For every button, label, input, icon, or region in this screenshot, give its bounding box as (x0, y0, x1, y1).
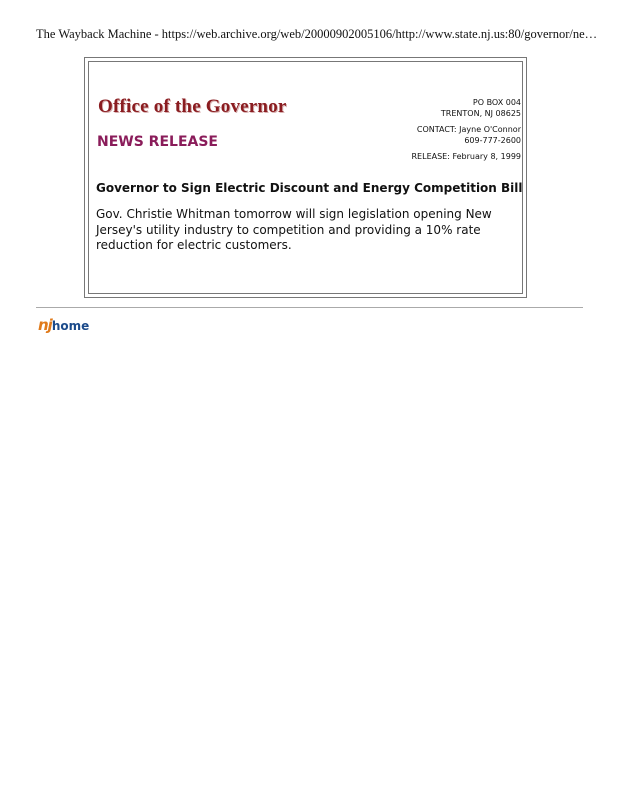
nj-home-link[interactable] (38, 316, 89, 334)
address-line-2: TRENTON, NJ 08625 (440, 108, 521, 118)
news-release-box (84, 57, 527, 298)
contact-name: CONTACT: Jayne O'Connor (416, 125, 521, 134)
home-link-text: home (51, 319, 90, 333)
address-line-1: PO BOX 004 (472, 98, 521, 107)
release-headline: Governor to Sign Electric Discount and Energy Competition Bill (96, 181, 523, 195)
release-summary: Gov. Christie Whitman tomorrow will sign legislation opening New Jersey's utility industry to competition and providing a 10% rate reduction for electric customers. (96, 207, 492, 252)
release-date: RELEASE: February 8, 1999 (411, 152, 521, 161)
contact-block (412, 98, 522, 163)
nj-logo-text: nj (38, 316, 52, 334)
contact-phone: 609-777-2600 (464, 135, 521, 145)
page-header: The Wayback Machine - https://web.archive.org/web/20000902005106/http://www.state.nj.us:80/governor/ne… (36, 27, 598, 41)
office-title-logo: Office of the Governor (98, 96, 287, 117)
news-release-label: NEWS RELEASE (97, 134, 218, 150)
horizontal-divider (36, 307, 583, 308)
